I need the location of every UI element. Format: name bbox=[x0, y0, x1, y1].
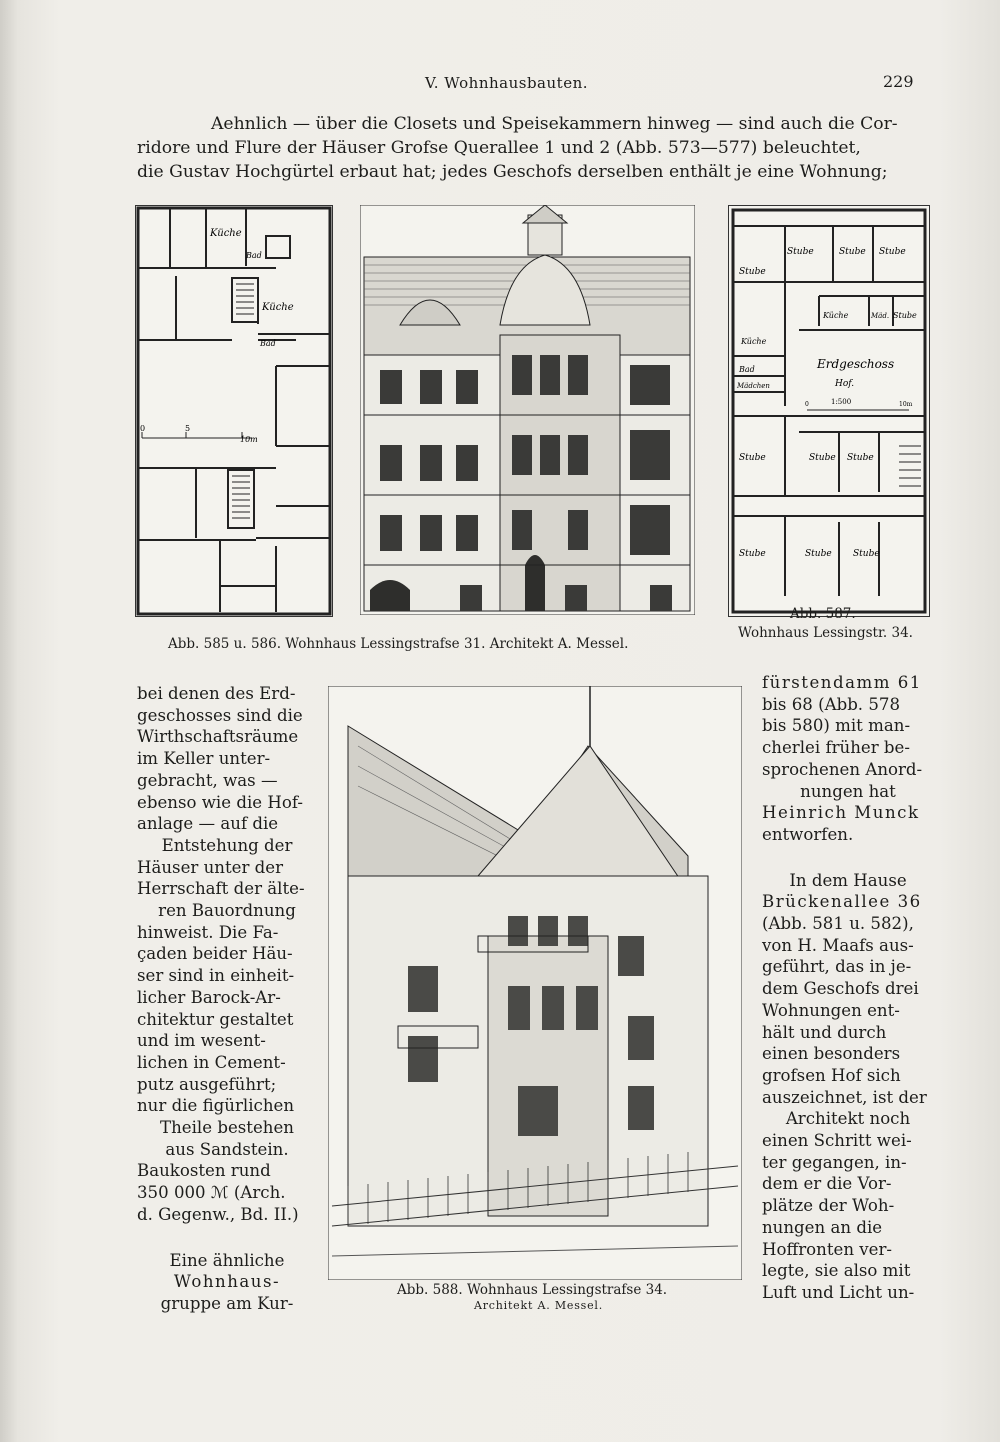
plan-label-stube: Stube bbox=[847, 453, 874, 463]
text-line: In dem Hause bbox=[789, 870, 907, 890]
text-line: 350 000 ℳ (Arch. bbox=[137, 1183, 286, 1203]
right-column-text bbox=[762, 672, 934, 1304]
figure-caption-588-architect: Architekt A. Messel. bbox=[474, 1299, 604, 1312]
text-line: Eine ähnliche bbox=[169, 1250, 285, 1270]
text-line: Brückenallee 36 bbox=[762, 892, 922, 912]
plan-label-stube: Stube bbox=[787, 247, 814, 257]
text-line: fürstendamm 61 bbox=[762, 673, 922, 692]
running-header: V. Wohnhausbauten. bbox=[425, 74, 588, 92]
text-line: bis 68 (Abb. 578 bbox=[762, 694, 901, 714]
text-line: Baukosten rund bbox=[137, 1161, 271, 1181]
perspective-drawing-lessingstrasse-34 bbox=[328, 686, 742, 1280]
plan-label-kueche: Küche bbox=[823, 311, 849, 320]
text-line: nungen an die bbox=[762, 1217, 883, 1237]
page-number: 229 bbox=[883, 72, 914, 91]
plan-label-bad: Bad bbox=[260, 339, 276, 348]
text-line: dem Geschofs drei bbox=[762, 979, 919, 999]
text-line: Wohnhaus- bbox=[173, 1272, 281, 1292]
intro-paragraph bbox=[137, 112, 917, 184]
text-line: çaden beider Häu- bbox=[137, 944, 293, 964]
plan-label-stube: Stube bbox=[853, 549, 880, 559]
text-line: Entstehung der bbox=[161, 835, 293, 855]
figure-caption-588: Abb. 588. Wohnhaus Lessingstrafse 34. bbox=[397, 1282, 668, 1298]
text-line: Häuser unter der bbox=[137, 857, 284, 877]
text-line: hinweist. Die Fa- bbox=[137, 922, 279, 942]
text-line: Architekt noch bbox=[785, 1109, 911, 1129]
text-line: Theile bestehen bbox=[160, 1118, 294, 1138]
plan-label-scale-10: 10m bbox=[899, 401, 913, 408]
text-line: auszeichnet, ist der bbox=[762, 1087, 927, 1107]
plan-label-stube: Stube bbox=[893, 311, 917, 320]
floor-plan-lessingstrasse-34 bbox=[728, 205, 930, 617]
text-line: nur die figürlichen bbox=[137, 1096, 295, 1116]
scale-label-0: 0 bbox=[140, 424, 146, 433]
text-line: ren Bauordnung bbox=[158, 901, 296, 921]
text-line: gebracht, was — bbox=[137, 770, 278, 790]
floor-plan-lessingstrasse-31 bbox=[135, 205, 333, 617]
plan-label-erdgeschoss: Erdgeschoss bbox=[817, 357, 895, 371]
text-line: lichen in Cement- bbox=[137, 1052, 286, 1072]
text-line: d. Gegenw., Bd. II.) bbox=[137, 1204, 299, 1224]
text-line: cherlei früher be- bbox=[762, 738, 910, 758]
text-line: anlage — auf die bbox=[137, 814, 279, 834]
text-line: dem er die Vor- bbox=[762, 1174, 892, 1194]
plan-label-kueche: Küche bbox=[210, 228, 242, 239]
plan-label-maed: Mäd. bbox=[871, 312, 890, 320]
scale-label-5: 5 bbox=[185, 424, 191, 433]
intro-line: die Gustav Hochgürtel erbaut hat; jedes Geschofs derselben enthält je eine Wohnung; bbox=[137, 162, 888, 182]
plan-label-stube: Stube bbox=[879, 247, 906, 257]
text-line: (Abb. 581 u. 582), bbox=[762, 914, 914, 934]
text-line: Herrschaft der älte- bbox=[137, 879, 305, 899]
plan-label-kueche: Küche bbox=[741, 337, 767, 346]
text-line: entworfen. bbox=[762, 824, 854, 844]
text-line: aus Sandstein. bbox=[165, 1139, 289, 1159]
facade-drawing-lessingstrasse-31 bbox=[360, 205, 695, 615]
plan-label-stube: Stube bbox=[839, 247, 866, 257]
text-line: licher Barock-Ar- bbox=[137, 987, 281, 1007]
left-column-text bbox=[137, 683, 317, 1315]
plan-label-stube: Stube bbox=[805, 549, 832, 559]
text-line: bei denen des Erd- bbox=[137, 684, 296, 703]
text-line: im Keller unter- bbox=[137, 749, 271, 769]
text-line: sprochenen Anord- bbox=[762, 759, 923, 779]
scale-label: 10m bbox=[240, 435, 258, 444]
plan-label-stube: Stube bbox=[739, 453, 766, 463]
figure-caption-587-number: Abb. 587. bbox=[790, 606, 856, 622]
text-line: von H. Maafs aus- bbox=[762, 935, 914, 955]
text-line: gruppe am Kur- bbox=[160, 1293, 294, 1313]
plan-label-stube: Stube bbox=[739, 549, 766, 559]
text-line: Wohnungen ent- bbox=[762, 1000, 900, 1020]
intro-line: ridore und Flure der Häuser Grofse Querallee 1 und 2 (Abb. 573—577) beleuchtet, bbox=[137, 138, 861, 158]
text-line: plätze der Woh- bbox=[762, 1196, 895, 1216]
figure-caption-585: Abb. 585 u. 586. Wohnhaus Lessingstrafse 31. Architekt A. Messel. bbox=[168, 636, 629, 652]
text-line: putz ausgeführt; bbox=[137, 1074, 277, 1094]
plan-label-maedchen: Mädchen bbox=[737, 382, 770, 390]
text-line: chitektur gestaltet bbox=[137, 1009, 294, 1029]
plan-label-scale-0: 0 bbox=[805, 401, 809, 408]
text-line: legte, sie also mit bbox=[762, 1261, 911, 1281]
text-line: Luft und Licht un- bbox=[762, 1282, 915, 1302]
plan-label-bad: Bad bbox=[739, 365, 755, 374]
text-line: einen Schritt wei- bbox=[762, 1131, 912, 1151]
plan-label-bad: Bad bbox=[246, 251, 262, 260]
text-line: grofsen Hof sich bbox=[762, 1065, 901, 1085]
text-line: geführt, das in je- bbox=[762, 957, 912, 977]
text-line: ter gegangen, in- bbox=[762, 1152, 907, 1172]
plan-label-scale-ratio: 1:500 bbox=[831, 398, 852, 406]
text-line: ebenso wie die Hof- bbox=[137, 792, 303, 812]
text-line: Wirthschaftsräume bbox=[137, 727, 299, 747]
text-line: einen besonders bbox=[762, 1044, 901, 1064]
text-line: nungen hat bbox=[800, 781, 896, 801]
figure-caption-587: Wohnhaus Lessingstr. 34. bbox=[738, 625, 913, 641]
text-line: bis 580) mit man- bbox=[762, 716, 911, 736]
intro-line: Aehnlich — über die Closets und Speisekammern hinweg — sind auch die Cor- bbox=[211, 114, 898, 134]
plan-label-hof: Hof. bbox=[835, 379, 855, 389]
plan-label-stube: Stube bbox=[739, 267, 766, 277]
plan-label-stube: Stube bbox=[809, 453, 836, 463]
text-line: Hoffronten ver- bbox=[762, 1239, 893, 1259]
text-line: Heinrich Munck bbox=[762, 803, 920, 823]
plan-label-kueche: Küche bbox=[262, 302, 294, 313]
text-line: hält und durch bbox=[762, 1022, 887, 1042]
text-line: geschosses sind die bbox=[137, 705, 303, 725]
text-line: und im wesent- bbox=[137, 1031, 266, 1051]
text-line: ser sind in einheit- bbox=[137, 966, 295, 986]
